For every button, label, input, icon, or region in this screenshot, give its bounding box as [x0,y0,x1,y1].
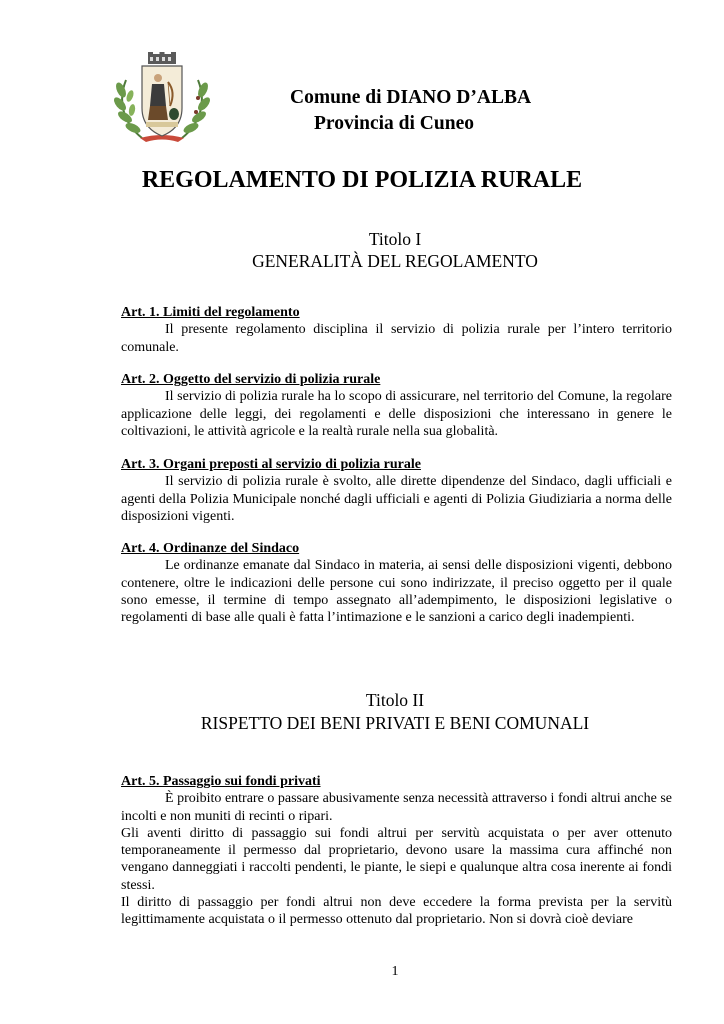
article-paragraph: Il servizio di polizia rurale è svolto, alle dirette dipendenze del Sindaco, dagli ufficiali e agenti della Polizia Municipale nonché dagli ufficiali e agenti di Polizia Giudiziaria a norma delle disposizioni vigenti. [121,474,672,524]
province-name: Provincia di Cuneo [314,113,474,134]
article [121,773,672,929]
municipality-name: Comune di DIANO D’ALBA [290,87,532,108]
document-title: REGOLAMENTO DI POLIZIA RURALE [141,167,583,193]
article [121,304,672,356]
section-title-subtitle: RISPETTO DEI BENI PRIVATI E BENI COMUNALI [200,713,590,733]
article-paragraph: Il servizio di polizia rurale ha lo scopo di assicurare, nel territorio del Comune, la regolare applicazione delle leggi, dei regolamenti e delle disposizioni che interessano in genere le coltivazioni, le attività agricole e la realtà rurale nella sua globalità. [121,389,672,439]
article [121,540,672,626]
article-heading: Art. 2. Oggetto del servizio di polizia rurale [121,372,381,387]
article-paragraph: Gli aventi diritto di passaggio sui fondi altrui per servitù acquistata o per aver ottenuto temporaneamente il permesso dal proprietario, devono usare la massima cura affinché non vengano danneggiati i raccolti pendenti, le piante, le siepi e qualunque altra cosa inerente ai fondi stessi. [121,825,672,893]
article-heading: Art. 1. Limiti del regolamento [121,305,300,320]
article-paragraph: Il presente regolamento disciplina il servizio di polizia rurale per l’intero territorio comunale. [121,322,672,355]
article [121,371,672,440]
page-number: 1 [391,964,399,979]
article-heading: Art. 4. Ordinanze del Sindaco [121,541,300,556]
section-title-label: Titolo I [368,229,422,249]
article [121,456,672,525]
article-paragraph: È proibito entrare o passare abusivamente senza necessità attraverso i fondi altrui anche se incolti e non muniti di recinti o ripari. [121,791,672,824]
article-heading: Art. 3. Organi preposti al servizio di polizia rurale [121,457,421,472]
municipal-crest-icon [112,52,212,144]
article-paragraph: Il diritto di passaggio per fondi altrui non deve eccedere la forma prevista per la servitù legittimamente acquistata o il permesso ottenuto dal proprietario. Non si dovrà cioè deviare [121,895,672,928]
article-paragraph: Le ordinanze emanate dal Sindaco in materia, ai sensi delle disposizioni vigenti, debbono contenere, oltre le indicazioni delle persone cui sono indirizzate, il preciso oggetto per il quale sono emesse, il termine di tempo assegnato all’adempimento, le disposizioni legislative o regolamenti di base alle quali è fatta l’intimazione e le sanzioni a carico degli inadempienti. [121,558,672,626]
article-heading: Art. 5. Passaggio sui fondi privati [121,774,321,789]
section-title-subtitle: GENERALITÀ DEL REGOLAMENTO [252,251,538,271]
section-title-label: Titolo II [365,690,425,710]
